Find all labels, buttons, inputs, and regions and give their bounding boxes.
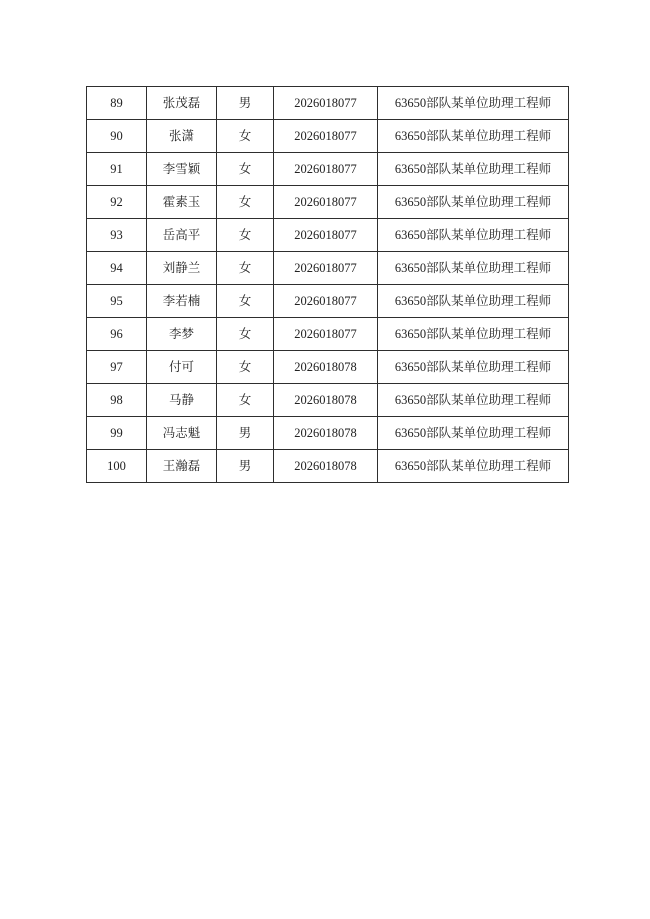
cell-code: 2026018078 [274,450,378,483]
cell-gender: 女 [217,153,274,186]
cell-title: 63650部队某单位助理工程师 [378,186,569,219]
roster-table [86,86,569,483]
cell-title: 63650部队某单位助理工程师 [378,351,569,384]
cell-title: 63650部队某单位助理工程师 [378,384,569,417]
cell-name: 张茂磊 [147,87,217,120]
cell-name: 岳高平 [147,219,217,252]
roster-table-body [87,87,569,483]
cell-name: 李雪颖 [147,153,217,186]
cell-name: 霍素玉 [147,186,217,219]
cell-gender: 女 [217,120,274,153]
cell-code: 2026018077 [274,153,378,186]
cell-no: 100 [87,450,147,483]
cell-no: 97 [87,351,147,384]
cell-no: 95 [87,285,147,318]
cell-title: 63650部队某单位助理工程师 [378,219,569,252]
cell-code: 2026018077 [274,285,378,318]
cell-gender: 女 [217,285,274,318]
table-row [87,186,569,219]
cell-gender: 女 [217,351,274,384]
cell-name: 马静 [147,384,217,417]
cell-name: 张潇 [147,120,217,153]
cell-no: 98 [87,384,147,417]
cell-title: 63650部队某单位助理工程师 [378,153,569,186]
cell-title: 63650部队某单位助理工程师 [378,450,569,483]
cell-no: 92 [87,186,147,219]
cell-name: 付可 [147,351,217,384]
cell-code: 2026018077 [274,120,378,153]
cell-no: 89 [87,87,147,120]
table-row [87,417,569,450]
table-row [87,351,569,384]
cell-gender: 女 [217,219,274,252]
cell-code: 2026018077 [274,252,378,285]
cell-code: 2026018077 [274,87,378,120]
cell-name: 王瀚磊 [147,450,217,483]
table-row [87,450,569,483]
table-row [87,153,569,186]
cell-title: 63650部队某单位助理工程师 [378,318,569,351]
cell-code: 2026018078 [274,417,378,450]
cell-code: 2026018077 [274,186,378,219]
cell-no: 96 [87,318,147,351]
cell-code: 2026018077 [274,318,378,351]
cell-no: 93 [87,219,147,252]
cell-code: 2026018078 [274,384,378,417]
table-row [87,219,569,252]
cell-name: 刘静兰 [147,252,217,285]
table-row [87,318,569,351]
cell-title: 63650部队某单位助理工程师 [378,120,569,153]
cell-no: 99 [87,417,147,450]
cell-name: 冯志魁 [147,417,217,450]
cell-gender: 男 [217,87,274,120]
cell-gender: 女 [217,252,274,285]
cell-title: 63650部队某单位助理工程师 [378,87,569,120]
cell-gender: 男 [217,417,274,450]
cell-name: 李若楠 [147,285,217,318]
cell-name: 李梦 [147,318,217,351]
table-row [87,285,569,318]
cell-title: 63650部队某单位助理工程师 [378,417,569,450]
table-row [87,252,569,285]
cell-gender: 女 [217,318,274,351]
table-row [87,87,569,120]
cell-gender: 女 [217,186,274,219]
cell-no: 91 [87,153,147,186]
cell-gender: 男 [217,450,274,483]
table-row [87,384,569,417]
cell-title: 63650部队某单位助理工程师 [378,285,569,318]
table-row [87,120,569,153]
cell-code: 2026018078 [274,351,378,384]
cell-title: 63650部队某单位助理工程师 [378,252,569,285]
cell-code: 2026018077 [274,219,378,252]
cell-gender: 女 [217,384,274,417]
cell-no: 90 [87,120,147,153]
cell-no: 94 [87,252,147,285]
